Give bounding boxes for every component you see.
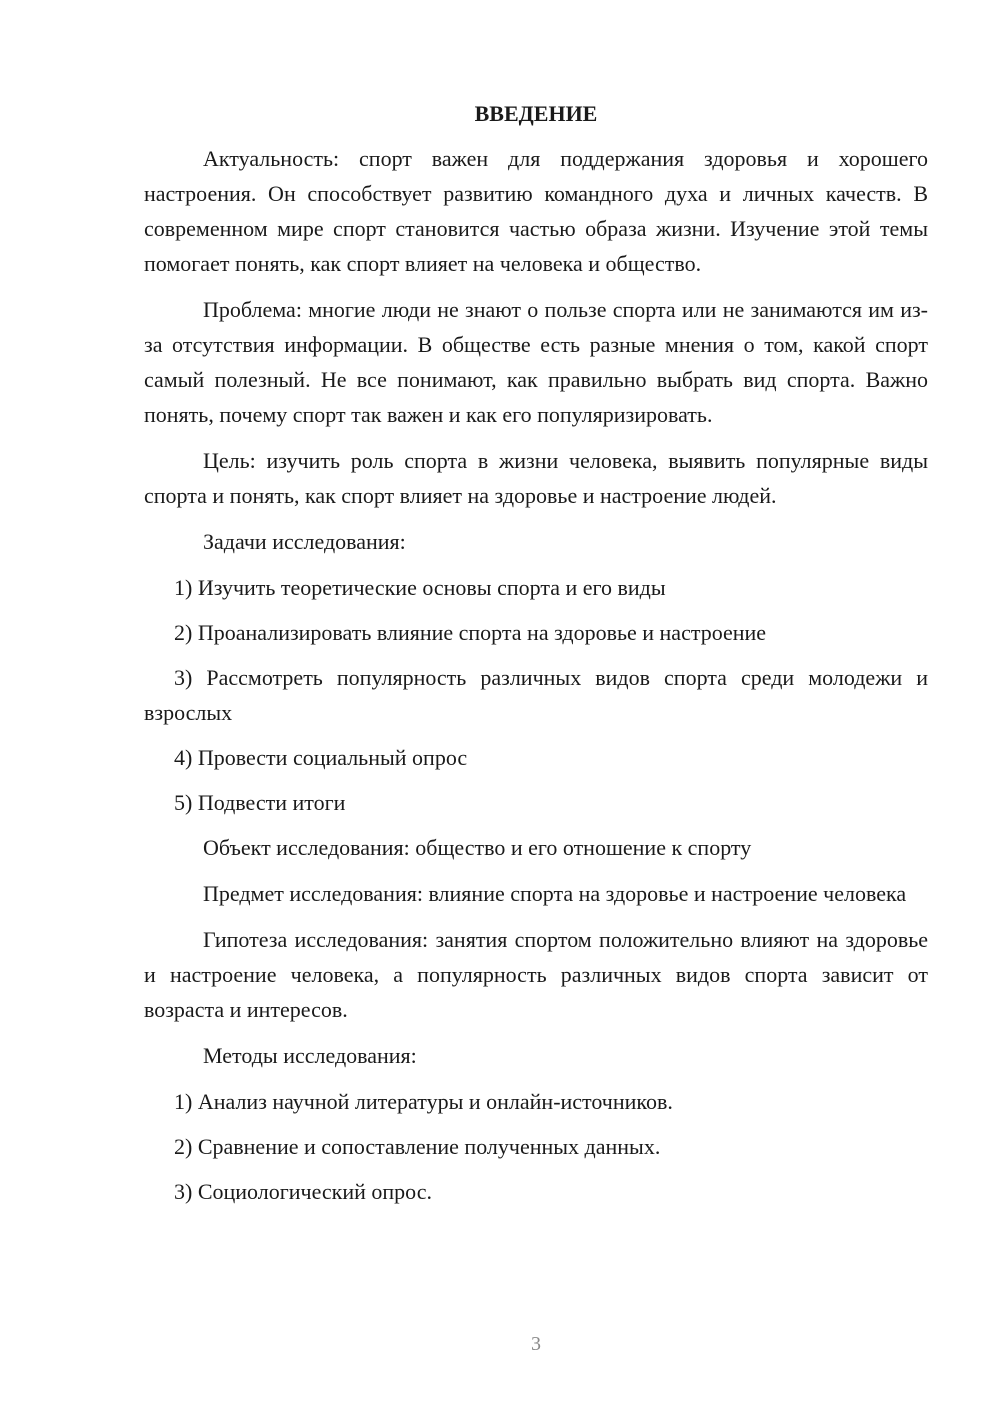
task-item: 4) Провести социальный опрос	[174, 745, 468, 770]
tasks-title: Задачи исследования:	[203, 529, 406, 554]
method-item: 1) Анализ научной литературы и онлайн-источников.	[174, 1089, 673, 1114]
page-content	[144, 96, 928, 1219]
method-item: 3) Социологический опрос.	[174, 1179, 432, 1204]
hypothesis-paragraph: Гипотеза исследования: занятия спортом положительно влияют на здоровье и настроение человека, а популярность различных видов спорта зависит от возраста и интересов.	[144, 927, 928, 1022]
methods-title: Методы исследования:	[203, 1043, 417, 1068]
relevance-paragraph: Актуальность: спорт важен для поддержания здоровья и хорошего настроения. Он способствует развитию командного духа и личных качеств. В современном мире спорт становится частью образа жизни. Изучение этой темы помогает понять, как спорт влияет на человека и общество.	[144, 146, 928, 276]
goal-paragraph: Цель: изучить роль спорта в жизни человека, выявить популярные виды спорта и понять, как спорт влияет на здоровье и настроение людей.	[144, 448, 928, 508]
section-heading: ВВЕДЕНИЕ	[474, 101, 598, 126]
task-item: 2) Проанализировать влияние спорта на здоровье и настроение	[174, 620, 767, 645]
task-item: 5) Подвести итоги	[174, 790, 346, 815]
task-item: 1) Изучить теоретические основы спорта и его виды	[174, 575, 666, 600]
task-item: 3) Рассмотреть популярность различных видов спорта среди молодежи и взрослых	[144, 665, 928, 725]
page-number: 3	[531, 1333, 541, 1355]
problem-paragraph: Проблема: многие люди не знают о пользе спорта или не занимаются им из-за отсутствия информации. В обществе есть разные мнения о том, какой спорт самый полезный. Не все понимают, как правильно выбрать вид спорта. Важно понять, почему спорт так важен и как его популяризировать.	[144, 297, 928, 427]
subject-paragraph: Предмет исследования: влияние спорта на здоровье и настроение человека	[203, 881, 907, 906]
method-item: 2) Сравнение и сопоставление полученных данных.	[174, 1134, 661, 1159]
object-paragraph: Объект исследования: общество и его отношение к спорту	[203, 835, 752, 860]
